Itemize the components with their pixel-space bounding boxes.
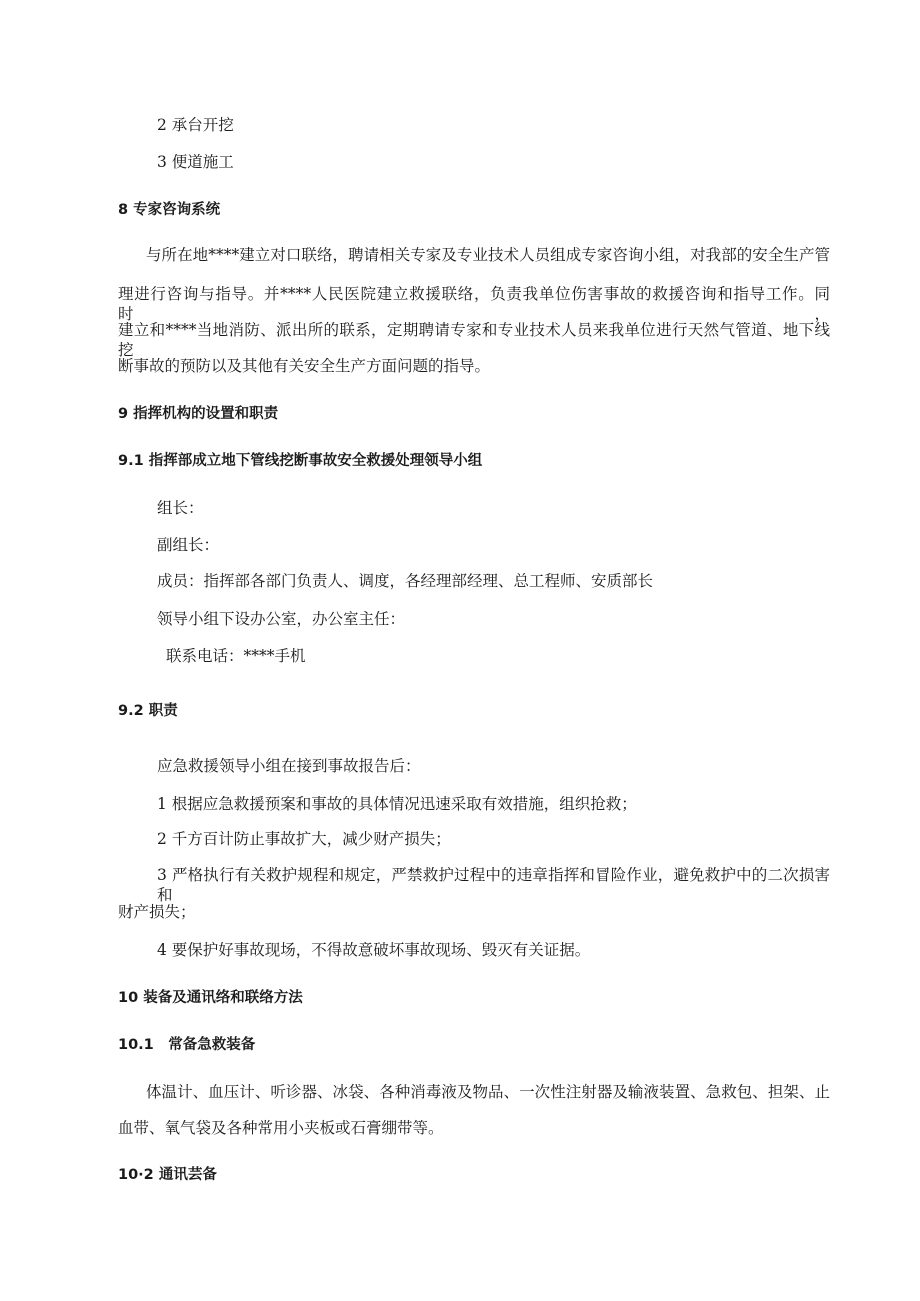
section-heading: 10 装备及通讯络和联络方法	[118, 990, 303, 1006]
paragraph-line: 与所在地****建立对口联络，聘请相关专家及专业技术人员组成专家咨询小组，对我部的安全生产管	[146, 246, 830, 264]
subsection-heading: 9.2 职责	[118, 703, 178, 719]
list-item: 3 便道施工	[157, 153, 234, 171]
section-heading: 9 指挥机构的设置和职责	[118, 406, 279, 422]
paragraph-line: 断事故的预防以及其他有关安全生产方面问题的指导。	[118, 357, 491, 375]
list-item: 4 要保护好事故现场，不得故意破坏事故现场、毁灭有关证据。	[157, 941, 591, 959]
subsection-heading: 10.1 常备急救装备	[118, 1037, 256, 1053]
list-item: 副组长：	[157, 536, 220, 554]
list-item: 2 千方百计防止事故扩大，减少财产损失；	[157, 830, 451, 848]
list-item: 3 严格执行有关救护规程和规定，严禁救护过程中的违章指挥和冒险作业，避免救护中的二次损害和	[157, 866, 830, 904]
paragraph-line: 建立和****当地消防、派出所的联系，定期聘请专家和专业技术人员来我单位进行天然气管道、地下线挖	[118, 321, 830, 359]
list-item: 联系电话：****手机	[166, 647, 306, 665]
paragraph-line: 理进行咨询与指导。并****人民医院建立救援联络，负责我单位伤害事故的救援咨询和指导工作。同时，	[118, 285, 830, 323]
list-item: 领导小组下设办公室，办公室主任：	[157, 610, 406, 628]
paragraph-line: 应急救援领导小组在接到事故报告后：	[157, 757, 421, 775]
list-item: 1 根据应急救援预案和事故的具体情况迅速采取有效措施，组织抢救；	[157, 795, 637, 813]
list-item: 财产损失；	[118, 903, 196, 921]
list-item: 组长：	[157, 499, 204, 517]
list-item: 2 承台开挖	[157, 116, 234, 134]
paragraph-line: 血带、氧气袋及各种常用小夹板或石膏绷带等。	[118, 1119, 444, 1137]
paragraph-line: 体温计、血压计、听诊器、冰袋、各种消毒液及物品、一次性注射器及输液装置、急救包、担架、止	[146, 1083, 830, 1101]
section-heading: 8 专家咨询系统	[118, 202, 221, 218]
subsection-heading: 10·2 通讯芸备	[118, 1167, 217, 1183]
list-item: 成员：指挥部各部门负责人、调度，各经理部经理、总工程师、安质部长	[157, 572, 654, 590]
subsection-heading: 9.1 指挥部成立地下管线挖断事故安全救援处理领导小组	[118, 453, 483, 469]
